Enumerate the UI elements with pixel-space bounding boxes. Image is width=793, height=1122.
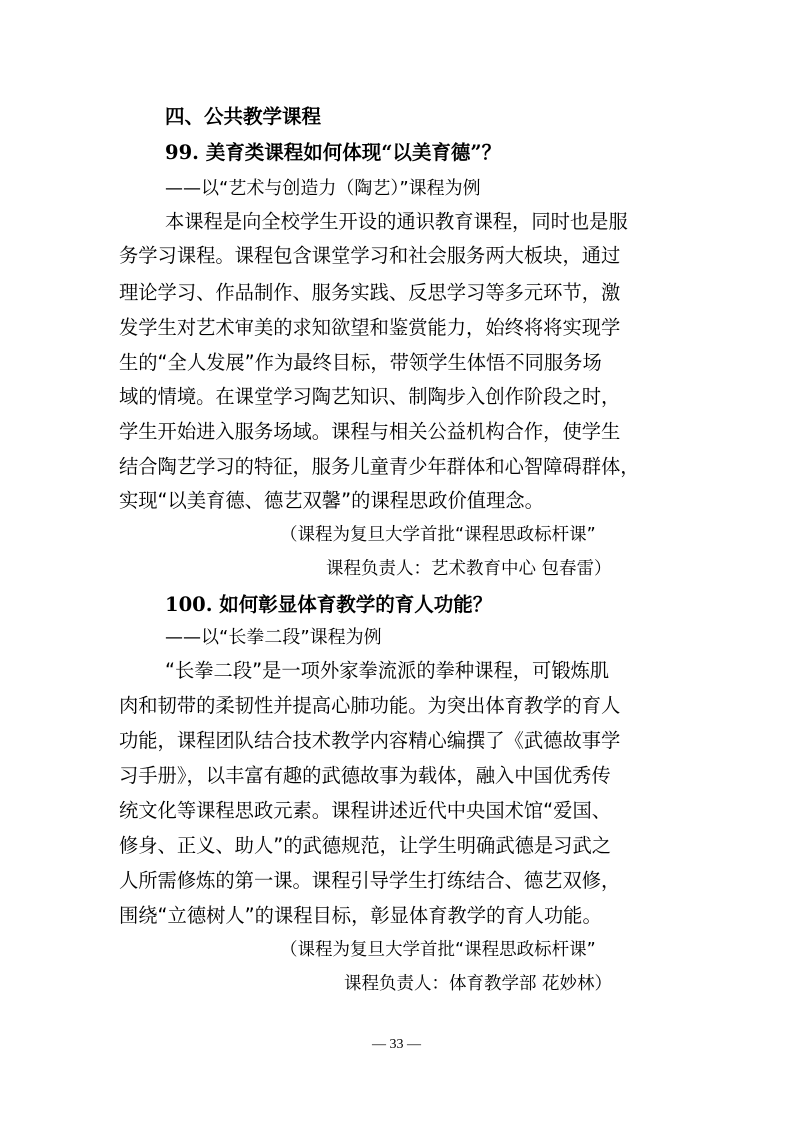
course-note-line: （课程为复旦大学首批“课程思政标杆课”	[280, 940, 596, 960]
paragraph-line: “长拳二段”是一项外家拳流派的拳种课程，可锻炼肌	[165, 659, 610, 682]
paragraph-line: 修身、正义、助人”的武德规范，让学生明确武德是习武之	[119, 834, 612, 857]
paragraph-line: 域的情境。在课堂学习陶艺知识、制陶步入创作阶段之时，	[119, 385, 621, 408]
paragraph-line: 务学习课程。课程包含课堂学习和社会服务两大板块，通过	[119, 244, 621, 267]
question-99-title: 99. 美育类课程如何体现“以美育德”？	[165, 141, 502, 164]
question-99-subtitle: ——以“艺术与创造力（陶艺）”课程为例	[165, 178, 481, 199]
paragraph-line: 发学生对艺术审美的求知欲望和鉴赏能力，始终将将实现学	[119, 316, 621, 339]
course-lead-note: 课程负责人：艺术教育中心 包春雷）	[326, 559, 612, 579]
paragraph-line: 理论学习、作品制作、服务实践、反思学习等多元环节，激	[119, 281, 621, 304]
paragraph-line: 结合陶艺学习的特征，服务儿童青少年群体和心智障碍群体，	[119, 455, 640, 478]
paragraph-line: 实现“以美育德、德艺双馨”的课程思政价值理念。	[119, 489, 544, 512]
question-100-subtitle: ——以“长拳二段”课程为例	[165, 627, 382, 648]
question-100-title: 100. 如何彰显体育教学的育人功能？	[165, 593, 493, 616]
section-title: 四、公共教学课程	[165, 105, 322, 128]
paragraph-line: 人所需修炼的第一课。课程引导学生打练结合、德艺双修，	[119, 869, 621, 892]
page-number: — 33 —	[372, 1037, 421, 1052]
paragraph-line: 习手册》，以丰富有趣的武德故事为载体，融入中国优秀传	[119, 764, 611, 787]
paragraph-line: 生的“全人发展”作为最终目标，带领学生体悟不同服务场	[119, 351, 602, 374]
paragraph-line: 统文化等课程思政元素。课程讲述近代中央国术馆“爱国、	[119, 799, 612, 822]
paragraph-line: 功能，课程团队结合技术教学内容精心编撰了《武德故事学	[119, 729, 621, 752]
paragraph-line: 本课程是向全校学生开设的通识教育课程，同时也是服	[165, 210, 628, 233]
paragraph-line: 围绕“立德树人”的课程目标，彰显体育教学的育人功能。	[119, 904, 602, 927]
paragraph-line: 学生开始进入服务场域。课程与相关公益机构合作，使学生	[119, 420, 621, 443]
paragraph-line: 肉和韧带的柔韧性并提高心肺功能。为突出体育教学的育人	[119, 694, 621, 717]
course-lead-note: 课程负责人：体育教学部 花妙林）	[344, 974, 613, 994]
course-note-line: （课程为复旦大学首批“课程思政标杆课”	[280, 525, 596, 545]
